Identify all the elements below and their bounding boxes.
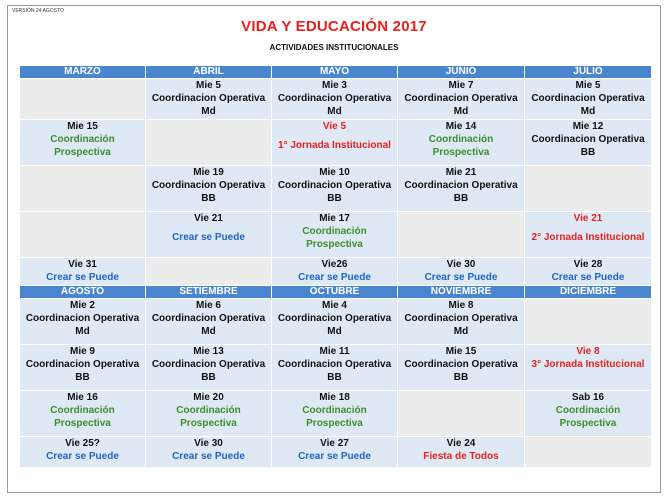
event-date: Mie 21 (445, 167, 477, 178)
event-cell (20, 345, 146, 391)
empty-cell (20, 212, 146, 258)
event-cell (20, 299, 146, 345)
event-detail: Coordinacion Operativa (404, 359, 518, 370)
event-cell (398, 299, 525, 345)
event-date: Vie 8 (576, 346, 600, 357)
event-detail: BB (453, 372, 469, 383)
month-header: MARZO (20, 66, 146, 79)
calendar-row (20, 258, 652, 286)
event-date: Mie 8 (448, 300, 474, 311)
month-header: MAYO (272, 66, 398, 79)
event-title: Prospectiva (306, 239, 363, 250)
event-detail: Md (75, 326, 90, 337)
event-date: Vie26 (321, 259, 348, 270)
event-detail: Coordinacion Operativa (277, 313, 392, 324)
event-cell (525, 391, 652, 437)
event-detail: Md (327, 326, 342, 337)
event-cell (272, 299, 398, 345)
event-title: 1° Jornada Institucional (278, 140, 391, 151)
event-title: Crear se Puede (172, 232, 245, 243)
event-cell (146, 79, 272, 120)
event-detail: Md (201, 106, 216, 117)
event-title: Coordinación (50, 405, 115, 416)
event-detail: Md (453, 106, 469, 117)
event-detail: BB (327, 372, 342, 383)
event-title: Prospectiva (180, 418, 237, 429)
event-cell (398, 166, 525, 212)
event-date: Vie 30 (446, 259, 476, 270)
event-cell (525, 79, 652, 120)
calendar-table (19, 65, 652, 468)
event-cell (20, 120, 146, 166)
empty-cell (146, 258, 272, 286)
event-detail: Coordinacion Operativa (25, 313, 140, 324)
event-title: 3° Jornada Institucional (531, 359, 645, 370)
event-detail: Coordinacion Operativa (531, 134, 645, 145)
event-date: Vie 31 (68, 259, 97, 270)
event-date: Vie 21 (573, 213, 603, 224)
event-detail: Coordinacion Operativa (277, 180, 392, 191)
event-cell (272, 391, 398, 437)
event-title: Coordinación (428, 134, 494, 145)
event-date: Mie 11 (319, 346, 350, 357)
event-detail: Coordinacion Operativa (151, 313, 266, 324)
empty-cell (20, 79, 146, 120)
event-detail: Md (453, 326, 469, 337)
event-title: Prospectiva (54, 418, 111, 429)
event-date: Mie 20 (193, 392, 224, 403)
event-date: Mie 17 (319, 213, 350, 224)
event-date: Vie 24 (446, 438, 476, 449)
event-cell (525, 345, 652, 391)
event-detail: Coordinacion Operativa (25, 359, 140, 370)
empty-cell (398, 391, 525, 437)
event-title: Prospectiva (306, 418, 363, 429)
event-date: Vie 21 (194, 213, 223, 224)
event-title: Coordinación (176, 405, 241, 416)
month-header: NOVIEMBRE (398, 286, 525, 299)
event-date: Mie 15 (67, 121, 98, 132)
event-date: Mie 14 (445, 121, 477, 132)
event-detail: BB (75, 372, 90, 383)
event-cell (146, 345, 272, 391)
event-date: Mie 13 (193, 346, 224, 357)
event-cell (20, 258, 146, 286)
event-detail: BB (201, 372, 216, 383)
event-cell (146, 212, 272, 258)
event-cell (272, 166, 398, 212)
event-date: Mie 18 (319, 392, 350, 403)
event-cell (20, 437, 146, 468)
month-header: SETIEMBRE (146, 286, 272, 299)
event-cell (272, 120, 398, 166)
event-title: Coordinación (50, 134, 115, 145)
event-date: Mie 2 (69, 300, 95, 311)
event-detail: Coordinacion Operativa (277, 359, 392, 370)
document-page (7, 5, 661, 493)
event-cell (146, 166, 272, 212)
event-date: Mie 6 (195, 300, 221, 311)
empty-cell (398, 212, 525, 258)
month-header-row (20, 66, 652, 79)
event-title: Crear se Puede (298, 272, 371, 283)
event-title: Coordinación (302, 226, 367, 237)
event-cell (272, 345, 398, 391)
event-detail: BB (201, 193, 216, 204)
event-title: Fiesta de Todos (423, 451, 499, 462)
event-detail: BB (327, 193, 342, 204)
calendar-row (20, 345, 652, 391)
event-date: Vie 25? (65, 438, 100, 449)
month-header: ABRIL (146, 66, 272, 79)
event-title: Prospectiva (54, 147, 111, 158)
calendar-row (20, 391, 652, 437)
event-cell (272, 79, 398, 120)
month-header: JUNIO (398, 66, 525, 79)
month-header-row (20, 286, 652, 299)
event-date: Sab 16 (571, 392, 605, 403)
event-date: Vie 30 (194, 438, 223, 449)
event-date: Mie 19 (193, 167, 224, 178)
event-date: Mie 15 (445, 346, 477, 357)
event-title: Crear se Puede (424, 272, 498, 283)
event-detail: Coordinacion Operativa (404, 313, 518, 324)
empty-cell (525, 437, 652, 468)
month-header: AGOSTO (20, 286, 146, 299)
month-header: OCTUBRE (272, 286, 398, 299)
calendar-row (20, 437, 652, 468)
event-date: Mie 5 (195, 80, 221, 91)
event-title: Coordinación (555, 405, 621, 416)
event-cell (398, 120, 525, 166)
month-header: JULIO (525, 66, 652, 79)
event-cell (272, 258, 398, 286)
event-date: Vie 27 (320, 438, 349, 449)
calendar-row (20, 166, 652, 212)
event-detail: Coordinacion Operativa (151, 180, 266, 191)
event-detail: Md (580, 106, 596, 117)
event-detail: BB (580, 147, 596, 158)
event-detail: Coordinacion Operativa (531, 93, 645, 104)
page-title: VIDA Y EDUCACIÓN 2017 (241, 18, 427, 35)
month-header: DICIEMBRE (525, 286, 652, 299)
event-title: Crear se Puede (551, 272, 625, 283)
empty-cell (20, 166, 146, 212)
empty-cell (525, 299, 652, 345)
event-cell (398, 345, 525, 391)
version-label: VERSIÓN 24 AGOSTO (12, 8, 64, 14)
event-title: Crear se Puede (46, 272, 119, 283)
calendar-row (20, 120, 652, 166)
event-title: Prospectiva (432, 147, 490, 158)
event-cell (146, 299, 272, 345)
page-subtitle: ACTIVIDADES INSTITUCIONALES (269, 43, 399, 52)
event-date: Mie 12 (572, 121, 604, 132)
event-cell (146, 437, 272, 468)
event-cell (398, 258, 525, 286)
event-cell (525, 120, 652, 166)
event-date: Mie 16 (67, 392, 98, 403)
event-title: Coordinación (302, 405, 367, 416)
calendar-row (20, 79, 652, 120)
event-date: Vie 5 (322, 121, 347, 132)
event-date: Vie 28 (573, 259, 603, 270)
event-cell (525, 212, 652, 258)
event-title: 2° Jornada Institucional (531, 232, 645, 243)
event-detail: Coordinacion Operativa (404, 93, 518, 104)
empty-cell (525, 166, 652, 212)
event-detail: Coordinacion Operativa (277, 93, 392, 104)
event-date: Mie 5 (575, 80, 601, 91)
event-cell (398, 437, 525, 468)
event-cell (272, 212, 398, 258)
event-detail: Md (327, 106, 342, 117)
event-title: Crear se Puede (46, 451, 119, 462)
event-cell (272, 437, 398, 468)
event-cell (525, 258, 652, 286)
calendar-row (20, 212, 652, 258)
event-detail: BB (453, 193, 469, 204)
event-detail: Coordinacion Operativa (404, 180, 518, 191)
event-detail: Coordinacion Operativa (151, 359, 266, 370)
event-title: Crear se Puede (298, 451, 371, 462)
event-date: Mie 9 (69, 346, 95, 357)
empty-cell (146, 120, 272, 166)
calendar-row (20, 299, 652, 345)
event-detail: Coordinacion Operativa (151, 93, 266, 104)
event-date: Mie 3 (321, 80, 347, 91)
event-cell (20, 391, 146, 437)
event-title: Crear se Puede (172, 451, 245, 462)
event-date: Mie 4 (321, 300, 347, 311)
event-title: Prospectiva (559, 418, 617, 429)
event-cell (146, 391, 272, 437)
event-detail: Md (201, 326, 216, 337)
event-date: Mie 10 (319, 167, 350, 178)
event-date: Mie 7 (448, 80, 474, 91)
event-cell (398, 79, 525, 120)
